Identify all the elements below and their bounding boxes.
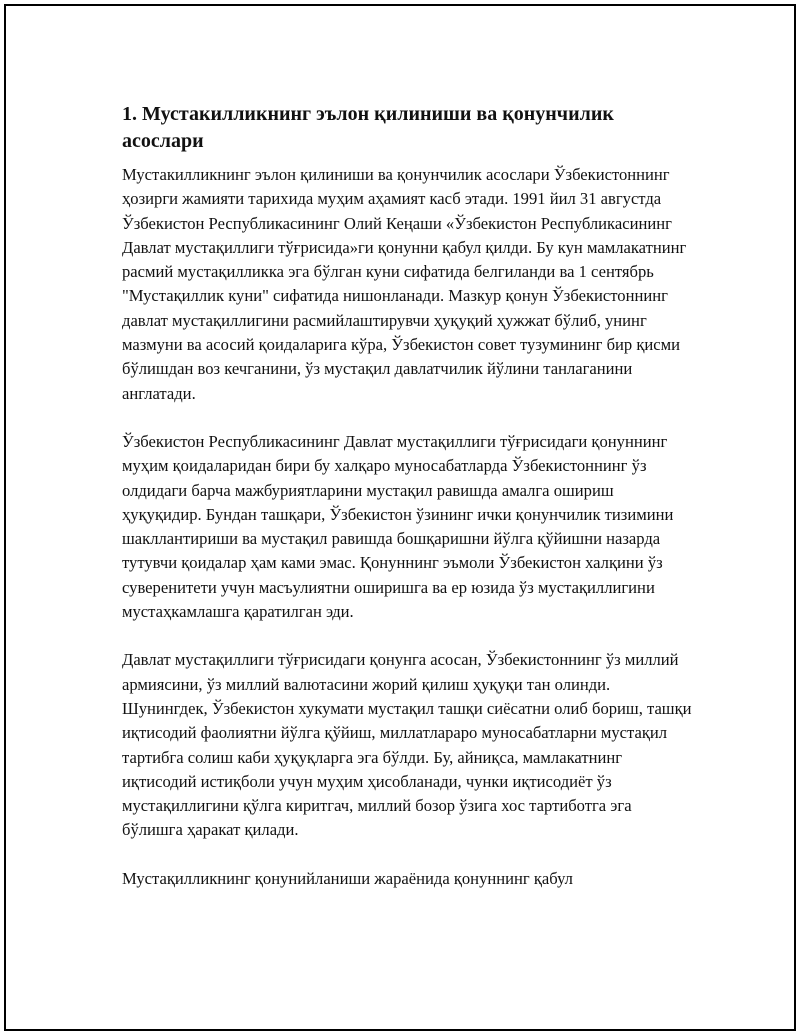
document-page — [4, 4, 796, 1031]
document-body — [122, 101, 692, 915]
paragraph-2: Ўзбекистон Республикасининг Давлат мустақиллиги тўғрисидаги қонуннинг муҳим қоидаларидан бири бу халқаро муносабатларда Ўзбекистоннинг ўз олдидаги барча мажбуриятларини мустақил равишда амалга ошириш ҳуқуқидир. Бундан ташқари, Ўзбекистон ўзининг ички қонунчилик тизимини шакллантириши ва мустақил равишда бошқаришни йўлга қўйишни назарда тутувчи қоидалар ҳам ками эмас. Қонуннинг эъмоли Ўзбекистон халқини ўз суверенитети учун масъулиятни оширишга ва ер юзида ўз мустақиллигини мустаҳкамлашга қаратилган эди. — [122, 431, 674, 622]
paragraph-3: Давлат мустақиллиги тўғрисидаги қонунга асосан, Ўзбекистоннинг ўз миллий армиясини, ўз миллий валютасини жорий қилиш ҳуқуқи тан олинди. Шунингдек, Ўзбекистон хукумати мустақил ташқи сиёсатни олиб бориш, ташқи иқтисодий фаолиятни йўлга қўйиш, миллатлараро муносабатларни мустақил тартибга солиш каби ҳуқуқларга эга бўлди. Бу, айниқса, мамлакатнинг иқтисодий истиқболи учун муҳим ҳисобланади, чунки иқтисодиёт ўз мустақиллигини қўлга киритгач, миллий бозор ўзига хос тартиботга эга бўлишга ҳаракат қилади. — [122, 650, 692, 840]
paragraph-4: Мустақилликнинг қонунийланиши жараёнида қонуннинг қабул — [122, 868, 573, 888]
section-heading: 1. Мустакилликнинг эълон қилиниши ва қонунчилик асослари — [122, 103, 614, 152]
paragraph-1: Мустакилликнинг эълон қилиниши ва қонунчилик асослари Ўзбекистоннинг ҳозирги жамияти тарихида муҳим аҳамият касб этади. 1991 йил 31 августда Ўзбекистон Республикасининг Олий Кеңаши «Ўзбекистон Республикасининг Давлат мустақиллиги тўғрисида»ги қонунни қабул қилди. Бу кун мамлакатнинг расмий мустақилликка эга бўлган куни сифатида белгиланди ва 1 сентябрь "Мустақиллик куни" сифатида нишонланади. Мазкур қонун Ўзбекистоннинг давлат мустақиллигини расмийлаштирувчи ҳуқуқий ҳужжат бўлиб, унинг мазмуни ва асосий қоидаларига кўра, Ўзбекистон совет тузумининг бир қисми бўлишдан воз кечганини, ўз мустақил давлатчилик йўлини танлаганини англатади. — [122, 165, 687, 403]
